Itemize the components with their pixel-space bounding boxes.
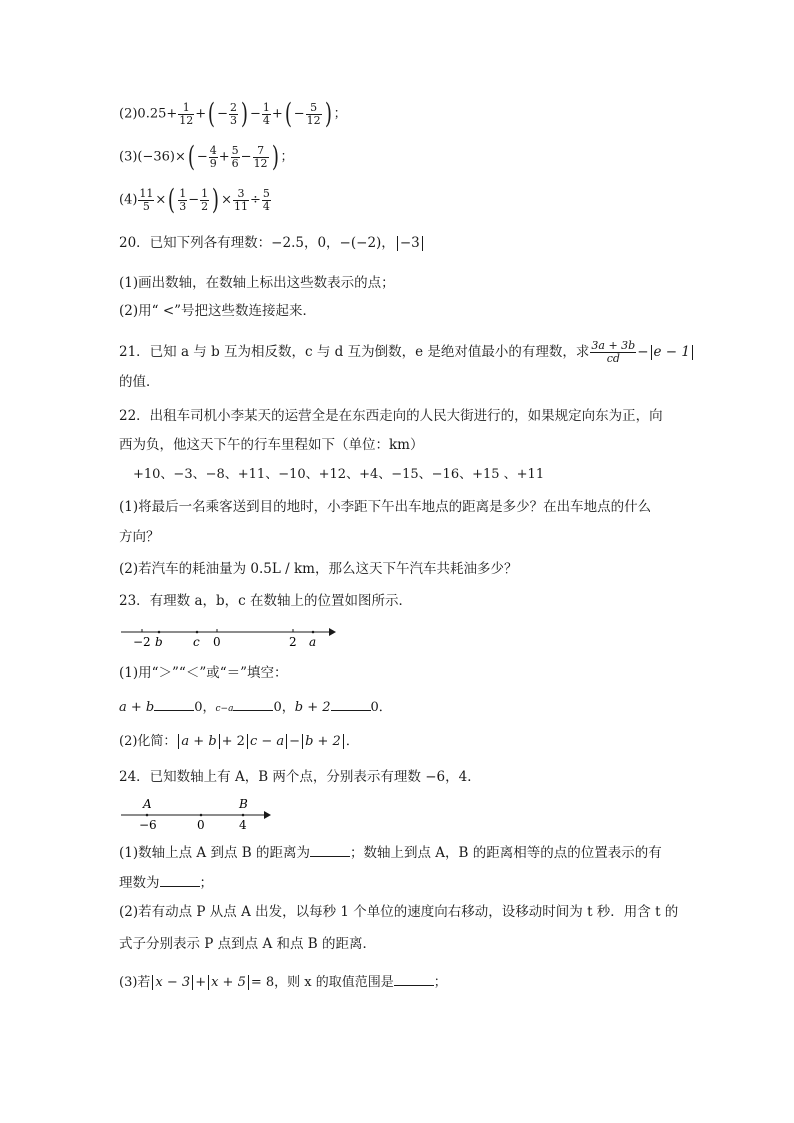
q22-stem1: 22．出租车司机小李某天的运营全是在东西走向的人民大街进行的，如果规定向东为正，向 <box>119 408 663 424</box>
numerator: 5 <box>262 186 270 200</box>
punctuation: ； <box>333 106 347 122</box>
abs-value: e − 1 <box>653 344 690 360</box>
part-label: (2) <box>119 106 138 122</box>
q23-fill-row <box>119 696 392 718</box>
point-b <box>158 631 161 634</box>
point-0 <box>200 814 203 817</box>
denominator: 11 <box>234 199 249 213</box>
abs-bar <box>302 734 303 749</box>
denominator: 4 <box>262 113 270 127</box>
q22-sub2: (2)若汽车的耗油量为 0.5L / km，那么这天下午汽车共耗油多少？ <box>119 561 518 577</box>
denominator: 3 <box>230 113 238 127</box>
abs-bar <box>286 734 287 749</box>
numerator: 1 <box>262 100 270 114</box>
q22-mileage: +10、−3、−8、+11、−10、+12、+4、−15、−16、+15 、+11 <box>133 467 545 482</box>
fraction <box>590 340 636 365</box>
fraction <box>253 145 269 170</box>
point-A <box>146 814 149 817</box>
operator: − <box>289 734 301 749</box>
close-paren: ) <box>240 97 249 130</box>
abs-bar <box>192 975 193 990</box>
denominator: 12 <box>179 113 194 127</box>
abs-bar <box>397 236 398 251</box>
abs-bar <box>651 345 652 360</box>
answer-blank[interactable] <box>154 696 194 711</box>
denominator: 4 <box>262 199 270 213</box>
q23-stem: 23．有理数 a，b，c 在数轴上的位置如图所示． <box>119 593 413 609</box>
denominator: cd <box>606 352 620 365</box>
answer-blank[interactable] <box>233 696 273 711</box>
answer-blank[interactable] <box>331 696 371 711</box>
fraction <box>178 188 187 213</box>
label-neg2: −2 <box>133 635 151 649</box>
point-c <box>196 631 199 634</box>
denominator: 5 <box>142 199 150 213</box>
abs-value: a + b <box>181 734 217 749</box>
q23-sub1: (1)用“＞”“＜”或“＝”填空： <box>119 665 288 681</box>
punctuation: ； <box>280 149 294 165</box>
abs-bar <box>152 975 153 990</box>
q20-stem <box>119 234 425 252</box>
axis-arrow <box>264 811 271 819</box>
q21-stem <box>119 340 695 365</box>
denominator: 6 <box>231 156 239 170</box>
fraction <box>262 188 271 213</box>
label-c: c <box>193 635 200 649</box>
q20-sub1: (1)画出数轴，在数轴上标出这些数表示的点； <box>119 275 395 291</box>
axis-arrow <box>329 628 336 636</box>
q19-part4: (4) $\frac{11}{5}$ ×( $\frac{1}{3}$ − $\frac{1}{2}$ ) × $\frac{3}{11}$ ÷ $\frac{5}{4}$ <box>119 183 270 216</box>
abs-bar <box>219 734 220 749</box>
term: (−36)× <box>137 149 186 165</box>
part-label: (3)若 <box>119 975 151 990</box>
q22-stem2: 西为负，他这天下午的行车里程如下（单位：km） <box>119 437 424 453</box>
label-2: 2 <box>289 635 297 649</box>
denominator: 2 <box>201 199 209 213</box>
expression: b + 2 <box>294 700 331 715</box>
numerator: 2 <box>230 100 238 114</box>
denominator: 3 <box>179 199 187 213</box>
answer-blank[interactable] <box>394 971 434 986</box>
q24-stem: 24．已知数轴上有 A，B 两个点，分别表示有理数 −6，4． <box>119 769 481 785</box>
numerator: 5 <box>231 143 239 157</box>
q23-sub2 <box>119 733 359 751</box>
question-text: = 8，则 x 的取值范围是 <box>250 975 394 990</box>
fraction <box>229 102 238 127</box>
q24-sub1 <box>119 842 662 862</box>
numerator: 1 <box>178 102 194 115</box>
q24-number-line <box>119 797 279 833</box>
fraction <box>138 188 154 213</box>
abs-value: c − a <box>249 734 285 749</box>
numerator: 3 <box>233 188 249 201</box>
label-b: b <box>155 635 163 649</box>
part-label: (3) <box>119 149 138 165</box>
label-4: 4 <box>239 818 247 832</box>
q22-sub1a: (1)将最后一名乘客送到目的地时，小李距下午出车地点的距离是多少？在出车地点的什么 <box>119 499 652 515</box>
label-B: B <box>239 797 248 811</box>
question-text: 21．已知 a 与 b 互为相反数，c 与 d 互为倒数，e 是绝对值最小的有理数，求 <box>119 344 590 360</box>
close-paren: ) <box>324 97 332 130</box>
abs-bar <box>422 236 423 251</box>
fraction <box>306 102 322 127</box>
q19-part3: (3)(−36)×( − $\frac{4}{9}$ + $\frac{5}{6}$ − $\frac{7}{12}$ ) ； <box>119 140 294 173</box>
open-paren: ( <box>168 183 176 216</box>
label-a: a <box>309 635 317 649</box>
label-A: A <box>143 797 152 811</box>
operator: + <box>195 975 207 990</box>
numerator: 11 <box>139 186 154 200</box>
operator: − <box>637 344 649 360</box>
abs-value: x + 5 <box>211 975 246 990</box>
denominator: 9 <box>209 156 217 170</box>
fraction <box>262 102 271 127</box>
q24-sub2b: 式子分别表示 P 点到点 A 和点 B 的距离． <box>119 936 377 952</box>
q22-sub1b: 方向？ <box>119 529 160 545</box>
point-a <box>312 631 315 634</box>
q20-sub2: (2)用“ <”号把这些数连接起来． <box>119 303 317 319</box>
part-label: (4) <box>119 192 138 208</box>
numerator: 1 <box>179 186 187 200</box>
close-paren: ) <box>212 183 220 216</box>
q24-sub2a: (2)若有动点 P 从点 A 出发，以每秒 1 个单位的速度向右移动，设移动时间为 t 秒．用含 t 的 <box>119 904 679 920</box>
fraction <box>233 188 249 213</box>
zero: 0， <box>194 700 216 715</box>
punctuation: ． <box>345 734 359 749</box>
question-text: 理数为 <box>119 875 160 891</box>
expression: a + b <box>119 700 155 715</box>
abs-bar <box>178 734 179 749</box>
question-text: (1)数轴上点 A 到点 B 的距离为 <box>119 845 310 861</box>
part-label: (2)化简： <box>119 734 177 749</box>
question-text: (−2)， <box>350 235 395 251</box>
expression: c−a <box>215 704 234 714</box>
punctuation: ； <box>199 875 213 891</box>
open-paren: ( <box>284 97 292 130</box>
term: 0.25 <box>137 106 167 122</box>
numerator: 4 <box>209 143 217 157</box>
question-text: ；数轴上到点 A，B 的距离相等的点的位置表示的有 <box>349 845 662 861</box>
zero: 0． <box>370 700 392 715</box>
q19-part2: (2)0.25+ $\frac{1}{12}$ +( − $\frac{2}{3}$ ) − $\frac{1}{4}$ +( − $\frac{5}{12}$ ) ； <box>119 97 347 130</box>
numerator: 1 <box>201 186 209 200</box>
numerator: 3a + 3b <box>591 339 636 352</box>
abs-bar <box>248 975 249 990</box>
abs-value: −3 <box>399 235 420 251</box>
label-0: 0 <box>213 635 221 649</box>
abs-bar <box>692 345 693 360</box>
fraction <box>231 145 240 170</box>
fraction <box>209 145 218 170</box>
q23-number-line <box>119 622 339 652</box>
label-0: 0 <box>197 818 205 832</box>
punctuation: ； <box>433 975 447 990</box>
numerator: 7 <box>253 145 269 158</box>
fraction <box>200 188 209 213</box>
abs-bar <box>343 734 344 749</box>
answer-blank[interactable] <box>160 872 200 887</box>
zero: 0， <box>273 700 295 715</box>
answer-blank[interactable] <box>310 842 350 857</box>
denominator: 12 <box>306 113 321 127</box>
question-text: 20．已知下列各有理数：−2.5，0，− <box>119 235 351 251</box>
abs-bar <box>208 975 209 990</box>
open-paren: ( <box>208 97 216 130</box>
open-paren: ( <box>187 140 195 173</box>
abs-value: b + 2 <box>305 734 341 749</box>
close-paren: ) <box>271 140 279 173</box>
abs-bar <box>247 734 248 749</box>
q24-sub3 <box>119 971 447 992</box>
abs-value: x − 3 <box>155 975 191 990</box>
fraction <box>178 102 194 127</box>
q21-tail: 的值． <box>119 374 160 390</box>
q24-sub1-cont <box>119 872 213 892</box>
denominator: 12 <box>253 156 268 170</box>
numerator: 5 <box>306 102 322 115</box>
operator: + 2 <box>221 734 245 749</box>
point-B <box>242 814 245 817</box>
label-neg6: −6 <box>139 818 157 832</box>
